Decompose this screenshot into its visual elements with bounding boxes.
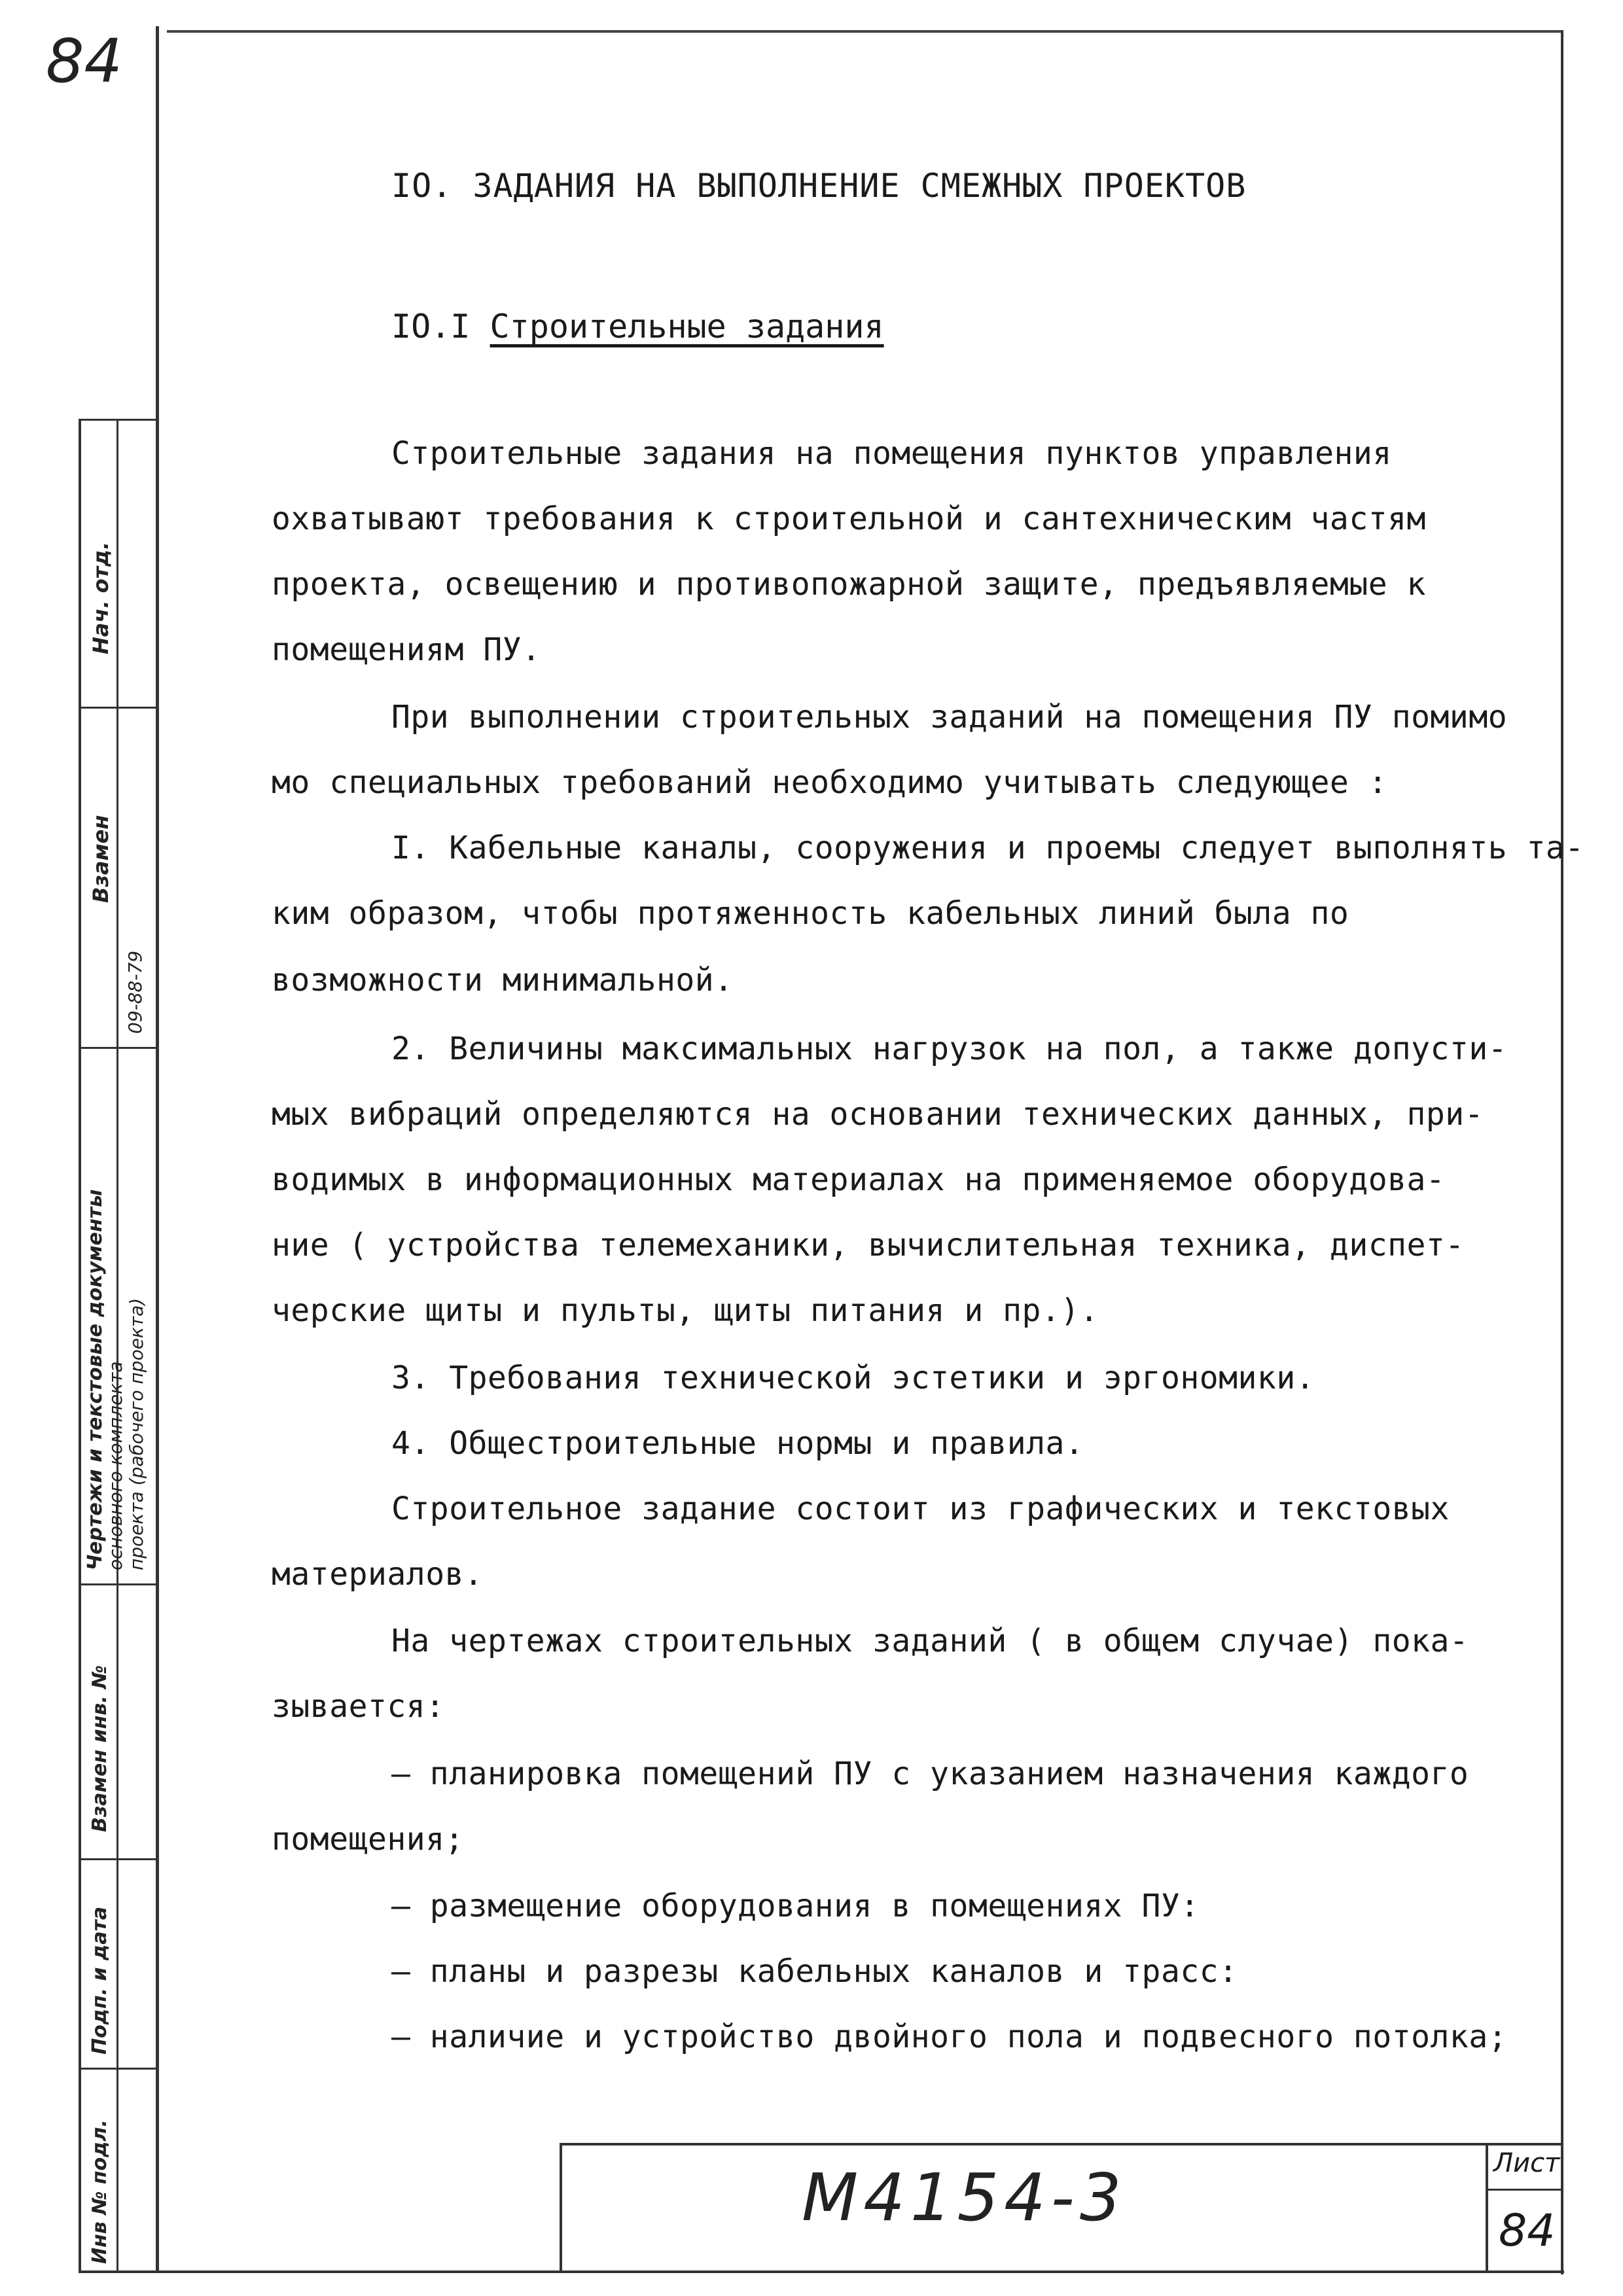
text-line: водимых в информационных материалах на применяемое оборудова- — [272, 1161, 1446, 1198]
frame-bottom-border — [79, 2270, 1564, 2273]
text-line: зывается: — [272, 1688, 445, 1725]
text-line: – планировка помещений ПУ с указанием назначения каждого — [391, 1756, 1469, 1792]
strip-label-project: проекта (рабочего проекта) — [126, 1298, 147, 1570]
sheet-label: Лист — [1493, 2148, 1560, 2178]
text-line: ние ( устройства телемеханики, вычислительная техника, диспет- — [272, 1227, 1465, 1263]
document-code: М4154-3 — [802, 2159, 1127, 2236]
subsection-title: Строительные задания — [490, 308, 884, 345]
handwritten-page-number: 84 — [46, 26, 123, 96]
text-line: 4. Общестроительные нормы и правила. — [391, 1425, 1084, 1462]
strip-label-drawings: Чертежи и текстовые документы — [84, 1189, 107, 1570]
title-block-separator — [1486, 2143, 1488, 2270]
text-line: охватывают требования к строительной и сантехническим частям — [272, 501, 1426, 537]
frame-left-border — [156, 26, 159, 2270]
text-line: – планы и разрезы кабельных каналов и трасс: — [391, 1953, 1238, 1990]
strip-label-main-set: основного комплекта — [105, 1361, 126, 1570]
text-line: ким образом, чтобы протяженность кабельных линий была по — [272, 895, 1349, 932]
text-line: мо специальных требований необходимо учитывать следующее : — [272, 764, 1388, 801]
subsection-heading — [391, 308, 884, 345]
strip-label-nach: Нач. отд. — [88, 541, 113, 654]
section-heading: IO. ЗАДАНИЯ НА ВЫПОЛНЕНИЕ СМЕЖНЫХ ПРОЕКТОВ — [391, 167, 1247, 205]
strip-label-replaces-inv: Взамен инв. № — [88, 1665, 111, 1832]
text-line: Строительное задание состоит из графических и текстовых — [391, 1491, 1450, 1527]
text-line: На чертежах строительных заданий ( в общем случае) пока- — [391, 1623, 1469, 1659]
title-block-left-line — [560, 2143, 562, 2270]
title-block-top-line — [560, 2143, 1561, 2146]
sheet-number: 84 — [1499, 2205, 1556, 2257]
text-line: – размещение оборудования в помещениях ПУ: — [391, 1888, 1200, 1924]
strip-label-inv-orig: Инв № подл. — [88, 2119, 111, 2264]
frame-right-border — [1561, 30, 1563, 2274]
text-line: Строительные задания на помещения пунктов управления — [391, 435, 1392, 472]
text-line: возможности минимальной. — [272, 962, 734, 998]
frame-top-border — [167, 30, 1561, 33]
text-line: 2. Величины максимальных нагрузок на пол, а также допусти- — [391, 1031, 1508, 1067]
text-line: материалов. — [272, 1556, 484, 1593]
strip-label-replaced: Взамен — [88, 815, 113, 903]
text-line: черские щиты и пульты, щиты питания и пр.). — [272, 1292, 1099, 1329]
sheet-cell-divider — [1486, 2189, 1561, 2191]
text-line: I. Кабельные каналы, сооружения и проемы следует выполнять та- — [391, 830, 1584, 866]
text-line: – наличие и устройство двойного пола и подвесного потолка; — [391, 2019, 1508, 2055]
strip-label-date-code: 09-88-79 — [124, 950, 146, 1034]
text-line: мых вибраций определяются на основании технических данных, при- — [272, 1096, 1484, 1133]
text-line: проекта, освещению и противопожарной защите, предъявляемые к — [272, 566, 1426, 603]
text-line: При выполнении строительных заданий на помещения ПУ помимо — [391, 699, 1508, 735]
subsection-number: IO.I — [391, 308, 471, 345]
text-line: помещения; — [272, 1821, 464, 1858]
text-line: помещениям ПУ. — [272, 631, 541, 668]
strip-label-sign-date: Подп. и дата — [88, 1906, 111, 2055]
text-line: 3. Требования технической эстетики и эргономики. — [391, 1360, 1315, 1396]
